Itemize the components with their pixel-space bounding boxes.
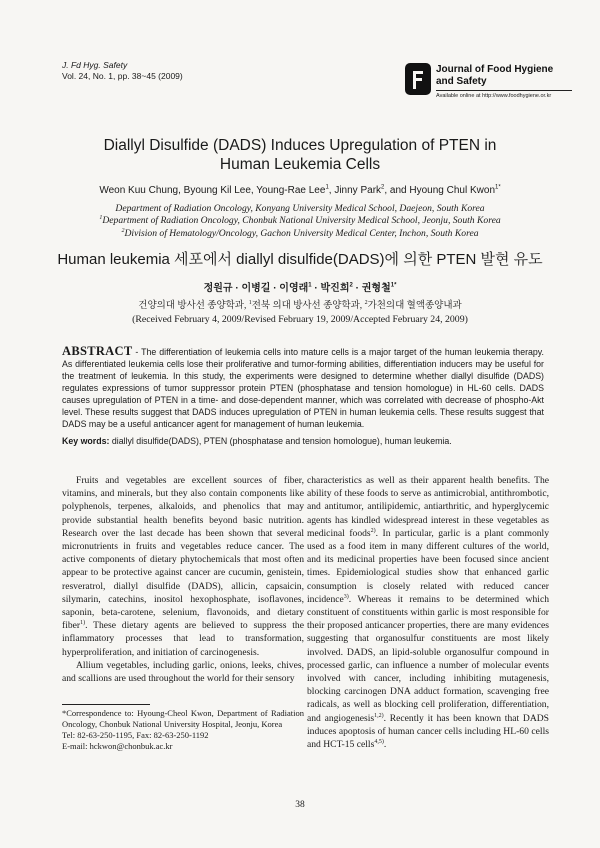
body-column-left [62,474,304,685]
author-list: Weon Kuu Chung, Byoung Kil Lee, Young-Rae Lee$^1$, Jinny Park$^2$, and Hyoung Chul Kwon$^{1*}$ [99,184,501,196]
paragraph: characteristics as well as their apparent health benefits. The ability of these foods to serve as antimicrobial, antithrombotic, and antitumor, antilipidemic, antiarthritic, and hyperglycemic agents has kindled widespread interest in these vegetables as medicinal foods$^{2)}$. In particular, garlic is a plant commonly used as a food item in many different cultures of the world, and its medicinal properties have been focused since ancient times. Epidemiological studies show that enhanced garlic consumption is closely related with reduced cancer incidence$^{3)}$. Whereas it remains to be determined which constituent of constituents within garlic is most responsible for their proposed anticancer properties, there are many evidences suggesting that organosulfur constituents are most likely involved. DADS, an lipid-soluble organosulfur compound in processed garlic, can influence a number of molecular events involved with cancer, including inhibiting mutagenesis, blocking carcinogen DNA adduct formation, scavenging free radicals, as well as blocking cell proliferation, differentiation, and angiogenesis$^{1,2)}$. Recently it has been known that DADS induces apoptosis of human cancer cells including HL-60 cells and HCT-15 cells$^{4,5)}$. [307,475,550,751]
page-number: 38 [295,800,305,810]
korean-title: Human leukemia 세포에서 diallyl disulfide(DADS)에 의한 PTEN 발현 유도 [57,251,543,268]
abstract [62,345,544,430]
journal-emblem-icon [404,62,432,96]
affiliation-2: $^2$Division of Hematology/Oncology, Gachon University Medical Center, Inchon, South Korea [121,227,479,239]
journal-volume: Vol. 24, No. 1, pp. 38~45 (2009) [62,71,183,81]
received-dates: (Received February 4, 2009/Revised February 19, 2009/Accepted February 24, 2009) [132,314,468,325]
logo-divider [436,90,572,91]
journal-logo [404,62,574,106]
paper-title: Diallyl Disulfide (DADS) Induces Upregulation of PTEN in Human Leukemia Cells [103,137,497,173]
journal-url: Available online at http://www.foodhygiene.or.kr [436,93,552,99]
keywords-label: Key words: [62,436,110,446]
paragraph: Fruits and vegetables are excellent sources of fiber, vitamins, and minerals, but they also contain components like polyphenols, terpenes, alkaloids, and phenolics that may provide substantial health benefits beyond basic nutrition. Research over the last decade has been shown that several micronutrients in fruits and vegetables reduce cancer. The active components of dietary phytochemicals that most often appear to be protective against cancer are cucumin, genistein, resveratrol, diallyl disulfide (DADS), allicin, capsaicin, silymarin, catechins, inositol hexophosphate, isoflavones, saponin, beta-carotene, selenium, flavonoids, and dietary fiber$^{1)}$. These dietary agents are believed to suppress the inflammatory processes that lead to transformation, hyperproliferation, and initiation of carcinogenesis. [62,475,304,658]
affiliation-1: $^1$Department of Radiation Oncology, Chonbuk National University Medical School, Jeonju, South Korea [99,215,501,227]
journal-abbrev: J. Fd Hyg. Safety [62,60,128,70]
korean-author-list: 정원규 · 이병길 · 이영래$^1$ · 박진희$^2$ · 권형철$^{1*}$ [203,282,397,294]
abstract-text: - The differentiation of leukemia cells into mature cells is a major target of the human leukemia therapy. As differentiated leukemia cells lose their proliferative and tumor-forming abilities, differentiation inducers may be useful for the treatment of leukemia. In this study, the experiments were designed to determine whether diallyl disulfide (DADS) regulates expressions of tumor suppressor protein PTEN (phosphatase and tension homologue) in HL-60 cells. DADS causes upregulation of PTEN in a time- and dose-dependent manner, which was correlated with decrease of phospho-Akt level. These results suggest that DADS induces upregulation of PTEN in human leukemia cells. These results suggest that DADS may be a useful anticancer agent for management of human leukemia. [62,347,544,429]
keywords-text: diallyl disulfide(DADS), PTEN (phosphatase and tension homologue), human leukemia. [109,436,452,446]
paragraph: Allium vegetables, including garlic, onions, leeks, chives, and scallions are used throughout the world for their sensory [62,659,304,685]
korean-affiliations: 건양의대 방사선 종양학과, $^1$전북 의대 방사선 종양학과, $^2$가천의대 혈액종양내과 [138,299,462,311]
abstract-label: ABSTRACT [62,344,133,358]
footnote-divider [62,704,150,705]
keywords [62,436,544,446]
affiliation-0: Department of Radiation Oncology, Konyang University Medical School, Daejeon, South Korea [115,203,485,214]
correspondence-footnote: *Correspondence to: Hyoung-Cheol Kwon, Department of Radiation Oncology, Chonbuk National University Hospital, Jeonju, Korea Tel: 82-63-250-1195, Fax: 82-63-250-1192 E-mail: hckwon@chonbuk.ac.kr [62,708,304,751]
affiliations [40,203,560,240]
journal-name: Journal of Food Hygiene and Safety [436,64,554,87]
journal-reference [62,60,183,82]
body-column-right [307,474,549,751]
